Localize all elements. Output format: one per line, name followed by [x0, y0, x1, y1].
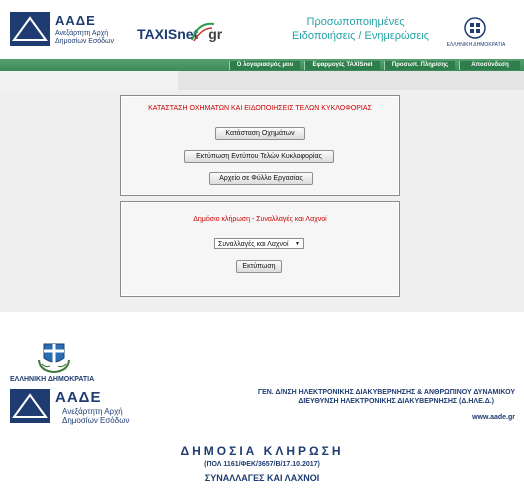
aade-logo-icon [10, 389, 50, 423]
doc-directorate: ΔΙΕΥΘΥΝΣΗ ΗΛΕΚΤΡΟΝΙΚΗΣ ΔΙΑΚΥΒΕΡΝΗΣΗΣ (Δ.ΗΛΕ.Δ.) [298, 398, 494, 405]
select-arrow-icon: ▼ [295, 241, 300, 247]
doc-website: www.aade.gr [472, 414, 515, 421]
service-title-line1: Προσωποποιημένες [306, 16, 405, 28]
print-circulation-form-button[interactable]: Εκτύπωση Εντύπου Τελών Κυκλοφορίας [184, 150, 334, 163]
gov-label: ΕΛΛΗΝΙΚΗ ΔΗΜΟΚΡΑΤΙΑ [446, 42, 506, 48]
doc-aade-name: ΑΑΔΕ [55, 389, 102, 406]
lottery-print-button[interactable]: Εκτύπωση [236, 260, 282, 273]
aade-name: ΑΑΔΕ [55, 13, 96, 28]
taxisnet-gr: gr [208, 26, 223, 42]
doc-aade-subtitle-line1: Ανεξάρτητη Αρχή [62, 407, 123, 416]
export-worksheet-button[interactable]: Αρχείο σε Φύλλο Εργασίας [209, 172, 313, 185]
lottery-panel-title: Δημόσιο κλήρωση - Συναλλαγές και Λαχνοί [193, 216, 327, 223]
doc-reference: (ΠΟΛ 1161/ΦΕΚ/3657/Β/17.10.2017) [204, 461, 320, 468]
tab-logout[interactable]: Αποσύνδεση [459, 61, 520, 70]
aade-subtitle-line2: Δημοσίων Εσόδων [55, 38, 115, 45]
taxisnet-main: TAXISnet [137, 26, 199, 42]
lottery-panel [120, 201, 400, 297]
header-bar [0, 0, 524, 58]
doc-directorate-general: ΓΕΝ. Δ/ΝΣΗ ΗΛΕΚΤΡΟΝΙΚΗΣ ΔΙΑΚΥΒΕΡΝΗΣΗΣ & ΑΝΘΡΩΠΙΝΟΥ ΔΥΝΑΜΙΚΟΥ [257, 389, 515, 396]
vehicle-status-button[interactable]: Κατάσταση Οχημάτων [215, 127, 305, 140]
greek-emblem-icon [464, 17, 486, 39]
aade-subtitle-line1: Ανεξάρτητη Αρχή [55, 30, 109, 37]
tab-my-account[interactable]: Ο λογαριασμός μου [229, 61, 300, 70]
lottery-select[interactable] [214, 238, 304, 249]
greek-emblem-icon [36, 338, 72, 374]
doc-aade-subtitle-line2: Δημοσίων Εσόδων [62, 416, 130, 425]
doc-title: ΔΗΜΟΣΙΑ ΚΛΗΡΩΣΗ [180, 444, 344, 458]
taxisnet-swoosh-icon [190, 20, 216, 42]
lottery-select-value: Συναλλαγές και Λαχνοί [218, 241, 289, 248]
vehicles-panel [120, 95, 400, 196]
tab-personal-info[interactable]: Προσωπ. Πληρ/σης [384, 61, 455, 70]
vehicles-panel-title: ΚΑΤΑΣΤΑΣΗ ΟΧΗΜΑΤΩΝ ΚΑΙ ΕΙΔΟΠΟΙΗΣΕΙΣ ΤΕΛΩΝ ΚΥΚΛΟΦΟΡΙΑΣ [148, 105, 372, 112]
doc-gov-label: ΕΛΛΗΝΙΚΗ ΔΗΜΟΚΡΑΤΙΑ [10, 376, 95, 383]
subheader-band [0, 71, 524, 90]
tab-taxisnet-apps[interactable]: Εφαρμογές TAXISnet [304, 61, 380, 70]
aade-logo-icon [10, 12, 50, 46]
service-title-line2: Ειδοποιήσεις / Ενημερώσεις [291, 30, 430, 42]
doc-subtitle: ΣΥΝΑΛΛΑΓΕΣ ΚΑΙ ΛΑΧΝΟΙ [204, 473, 320, 483]
